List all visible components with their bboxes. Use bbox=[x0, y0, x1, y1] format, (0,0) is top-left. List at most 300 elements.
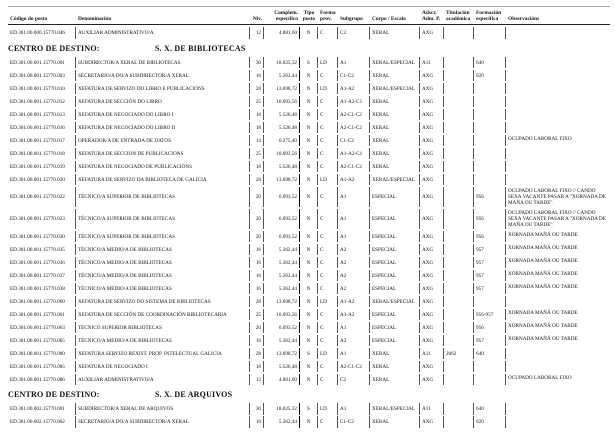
cell-corpo: XERAL/ESPECIAL bbox=[370, 57, 420, 69]
cell-formacion: 640 bbox=[474, 348, 506, 360]
cell-titulacion bbox=[444, 257, 474, 269]
cell-complem: 4.881,60 bbox=[264, 374, 300, 386]
cell-tipo: S bbox=[300, 348, 318, 360]
cell-subgrupo: C1-C2 bbox=[338, 70, 370, 82]
cell-subgrupo: A2-C1-C2 bbox=[338, 361, 370, 373]
cell-codigo: ED.301.00.001.15770.019 bbox=[8, 161, 76, 173]
cell-corpo: XERAL bbox=[370, 148, 420, 160]
cell-forma: C bbox=[318, 187, 338, 208]
cell-codigo: ED.301.00.001.15770.085 bbox=[8, 361, 76, 373]
cell-adscr: AXG bbox=[420, 187, 444, 208]
cell-denominacion: TÉCNICO/A MEDIO/A DE BIBLIOTECAS bbox=[76, 257, 250, 269]
cell-subgrupo: A2 bbox=[338, 335, 370, 347]
cell-codigo: ED.301.00.001.15770.001 bbox=[8, 57, 76, 69]
cell-niv: 28 bbox=[250, 296, 264, 308]
cell-corpo: ESPECIAL bbox=[370, 244, 420, 256]
cell-niv: 16 bbox=[250, 416, 264, 428]
cell-forma: LD bbox=[318, 83, 338, 95]
cell-corpo: ESPECIAL bbox=[370, 309, 420, 321]
cell-codigo: ED.301.00.001.15770.013 bbox=[8, 109, 76, 121]
cell-formacion bbox=[474, 148, 506, 160]
cell-tipo: N bbox=[300, 257, 318, 269]
cell-corpo: ESPECIAL bbox=[370, 231, 420, 243]
cell-titulacion bbox=[444, 187, 474, 208]
cell-formacion: 957 bbox=[474, 257, 506, 269]
cell-formacion bbox=[474, 109, 506, 121]
cell-adscr: AXG bbox=[420, 283, 444, 295]
cell-subgrupo: A1-A2 bbox=[338, 309, 370, 321]
cell-observacions: XORNADA MAÑÁ OU TARDE bbox=[508, 232, 578, 238]
cell-subgrupo: A1 bbox=[338, 57, 370, 69]
cell-corpo: XERAL bbox=[370, 135, 420, 147]
cell-adscr: AXG bbox=[420, 335, 444, 347]
cell-subgrupo: A2 bbox=[338, 257, 370, 269]
column-header-adscr: Adscr. Adm. P. bbox=[422, 10, 441, 22]
cell-corpo: ESPECIAL bbox=[370, 322, 420, 334]
cell-observacions bbox=[506, 161, 610, 173]
table-row bbox=[8, 122, 610, 134]
cell-formacion: 956 bbox=[474, 187, 506, 208]
cell-complem: 5.362,44 bbox=[264, 270, 300, 282]
cell-subgrupo: A1-A2-C1 bbox=[338, 96, 370, 108]
table-header bbox=[8, 6, 610, 25]
cell-formacion bbox=[474, 374, 506, 386]
cell-titulacion bbox=[444, 244, 474, 256]
cell-adscr: AXG bbox=[420, 231, 444, 243]
table-row bbox=[8, 283, 610, 295]
cell-titulacion bbox=[444, 309, 474, 321]
cell-codigo: ED.301.00.001.15770.016 bbox=[8, 122, 76, 134]
cell-forma: C bbox=[318, 135, 338, 147]
cell-titulacion bbox=[444, 174, 474, 186]
cell-formacion bbox=[474, 296, 506, 308]
cell-corpo: XERAL bbox=[370, 374, 420, 386]
table-row bbox=[8, 361, 610, 373]
cell-observacions bbox=[506, 57, 610, 69]
cell-titulacion bbox=[444, 403, 474, 415]
cell-subgrupo: C1-C2 bbox=[338, 135, 370, 147]
cell-niv: 20 bbox=[250, 322, 264, 334]
cell-tipo: N bbox=[300, 122, 318, 134]
cell-subgrupo: A1-A2-C1 bbox=[338, 148, 370, 160]
cell-codigo: ED.301.00.001.15770.086 bbox=[8, 374, 76, 386]
cell-corpo: XERAL bbox=[370, 109, 420, 121]
cell-niv: 16 bbox=[250, 257, 264, 269]
cell-tipo: N bbox=[300, 96, 318, 108]
cell-denominacion: XEFATURA DE NEGOCIADO DO LIBRO I bbox=[76, 109, 250, 121]
cell-denominacion: TÉCNICO/A MEDIO/A DE BIBLIOTECAS bbox=[76, 270, 250, 282]
cell-titulacion bbox=[444, 335, 474, 347]
cell-complem: 6.275,40 bbox=[264, 135, 300, 147]
cell-forma: C bbox=[318, 283, 338, 295]
cell-subgrupo: A1-A2 bbox=[338, 174, 370, 186]
cell-forma: C bbox=[318, 231, 338, 243]
cell-corpo: ESPECIAL bbox=[370, 270, 420, 282]
cell-tipo: N bbox=[300, 27, 318, 39]
cell-corpo: ESPECIAL bbox=[370, 257, 420, 269]
cell-observacions bbox=[506, 361, 610, 373]
cell-adscr: AXG bbox=[420, 244, 444, 256]
table-row bbox=[8, 374, 610, 386]
cell-niv: 25 bbox=[250, 148, 264, 160]
cell-formacion bbox=[474, 174, 506, 186]
cell-niv: 20 bbox=[250, 231, 264, 243]
cell-corpo: ESPECIAL bbox=[370, 209, 420, 230]
cell-complem: 13.698,72 bbox=[264, 348, 300, 360]
cell-niv: 28 bbox=[250, 83, 264, 95]
cell-niv: 18 bbox=[250, 122, 264, 134]
section-header-label: CENTRO DE DESTINO: bbox=[8, 43, 100, 53]
cell-titulacion bbox=[444, 374, 474, 386]
cell-codigo: ED.301.00.001.15770.036 bbox=[8, 257, 76, 269]
cell-denominacion: TÉCNICO/A MEDIO/A DE BIBLIOTECAS bbox=[76, 283, 250, 295]
column-header-niv: Niv. bbox=[252, 16, 262, 22]
cell-corpo: ESPECIAL bbox=[370, 283, 420, 295]
cell-observacions bbox=[506, 70, 610, 82]
cell-niv: 12 bbox=[250, 374, 264, 386]
cell-denominacion: XEFATURA DE NEGOCIADO DE PUBLICACIÓNS bbox=[76, 161, 250, 173]
cell-denominacion: SECRETARIO/A DO/A SUBDIRECTOR/A XERAL bbox=[76, 70, 250, 82]
cell-complem: 18.025,32 bbox=[264, 57, 300, 69]
cell-complem: 5.362,44 bbox=[264, 257, 300, 269]
table-row bbox=[8, 257, 610, 269]
cell-formacion: 956 bbox=[474, 231, 506, 243]
cell-observacions: OCUPADO LABORAL FIXO bbox=[508, 375, 572, 381]
cell-forma: C bbox=[318, 270, 338, 282]
cell-titulacion bbox=[444, 161, 474, 173]
cell-codigo: ED.301.00.002.15770.001 bbox=[8, 403, 76, 415]
table-row bbox=[8, 148, 610, 160]
table-row bbox=[8, 348, 610, 360]
column-header-complem: Complem. específico bbox=[274, 10, 298, 22]
cell-adscr: AXG bbox=[420, 309, 444, 321]
cell-subgrupo: A1 bbox=[338, 231, 370, 243]
cell-tipo: N bbox=[300, 161, 318, 173]
cell-corpo: ESPECIAL bbox=[370, 187, 420, 208]
table-row bbox=[8, 83, 610, 95]
cell-denominacion: SECRETARIO/A DO/A SUBDIRECTOR/A XERAL bbox=[76, 416, 250, 428]
cell-forma: LD bbox=[318, 296, 338, 308]
cell-complem: 6.093,52 bbox=[264, 187, 300, 208]
cell-codigo: ED.301.00.001.15770.060 bbox=[8, 296, 76, 308]
cell-tipo: N bbox=[300, 244, 318, 256]
cell-forma: C bbox=[318, 148, 338, 160]
cell-forma: C bbox=[318, 209, 338, 230]
cell-tipo: S bbox=[300, 403, 318, 415]
cell-formacion: 020 bbox=[474, 70, 506, 82]
cell-formacion: 957 bbox=[474, 244, 506, 256]
cell-complem: 5.526,48 bbox=[264, 122, 300, 134]
cell-tipo: N bbox=[300, 270, 318, 282]
cell-formacion: 956 bbox=[474, 322, 506, 334]
cell-titulacion bbox=[444, 122, 474, 134]
table-row bbox=[8, 244, 610, 256]
cell-subgrupo: A2-C1-C2 bbox=[338, 161, 370, 173]
cell-codigo: ED.301.00.001.15770.012 bbox=[8, 96, 76, 108]
cell-formacion bbox=[474, 161, 506, 173]
cell-titulacion bbox=[444, 361, 474, 373]
cell-adscr: AXG bbox=[420, 174, 444, 186]
cell-subgrupo: A1 bbox=[338, 403, 370, 415]
cell-formacion bbox=[474, 361, 506, 373]
cell-codigo: ED.301.00.001.15770.038 bbox=[8, 283, 76, 295]
cell-complem: 6.093,52 bbox=[264, 209, 300, 230]
cell-complem: 5.362,44 bbox=[264, 416, 300, 428]
cell-codigo: ED.301.00.001.15770.030 bbox=[8, 231, 76, 243]
cell-adscr: AXG bbox=[420, 257, 444, 269]
section-header bbox=[8, 390, 610, 399]
cell-subgrupo: A1 bbox=[338, 209, 370, 230]
cell-subgrupo: A2 bbox=[338, 283, 370, 295]
cell-tipo: N bbox=[300, 309, 318, 321]
cell-titulacion bbox=[444, 57, 474, 69]
cell-forma: LD bbox=[318, 348, 338, 360]
table-row bbox=[8, 335, 610, 347]
cell-forma: LD bbox=[318, 174, 338, 186]
cell-corpo: XERAL/ESPECIAL bbox=[370, 83, 420, 95]
cell-observacions bbox=[506, 122, 610, 134]
cell-denominacion: XEFATURA DE SERVIZO DO LIBRO E PUBLICACIONS bbox=[76, 83, 250, 95]
column-header-formacion: Formación específica bbox=[476, 10, 502, 22]
cell-denominacion: XEFATURA DE SERVIZO DO SISTEMA DE BIBLIOTECAS bbox=[76, 296, 250, 308]
cell-denominacion: TÉCNICO/A SUPERIOR DE BIBLIOTECAS bbox=[76, 231, 250, 243]
cell-observacions: XORNADA MAÑÁ OU TARDE bbox=[508, 310, 578, 316]
cell-corpo: XERAL/ESPECIAL bbox=[370, 174, 420, 186]
cell-niv: 18 bbox=[250, 109, 264, 121]
cell-denominacion: AUXILIAR ADMINISTRATIVO/A bbox=[76, 374, 250, 386]
cell-forma: C bbox=[318, 122, 338, 134]
cell-subgrupo: A1-A2 bbox=[338, 296, 370, 308]
cell-forma: C bbox=[318, 374, 338, 386]
cell-titulacion bbox=[444, 135, 474, 147]
section-header-label: CENTRO DE DESTINO: bbox=[8, 390, 100, 399]
cell-complem: 18.025,32 bbox=[264, 403, 300, 415]
cell-complem: 6.093,52 bbox=[264, 231, 300, 243]
cell-tipo: N bbox=[300, 231, 318, 243]
cell-codigo: ED.301.00.001.15770.018 bbox=[8, 148, 76, 160]
cell-adscr: AXG bbox=[420, 416, 444, 428]
column-header-denominacion: Denominación bbox=[78, 16, 112, 22]
cell-tipo: N bbox=[300, 83, 318, 95]
cell-denominacion: XEFATURA DE SECCION DE PUBLICACIONS bbox=[76, 148, 250, 160]
cell-tipo: N bbox=[300, 187, 318, 208]
cell-adscr: AXG bbox=[420, 322, 444, 334]
cell-complem: 10.093,56 bbox=[264, 148, 300, 160]
cell-tipo: N bbox=[300, 296, 318, 308]
cell-observacions bbox=[506, 96, 610, 108]
cell-denominacion: TÉCNICO/A SUPERIOR DE BIBLIOTECAS bbox=[76, 187, 250, 208]
cell-subgrupo: C2 bbox=[338, 27, 370, 39]
cell-subgrupo: A2-C1-C2 bbox=[338, 122, 370, 134]
cell-titulacion: 2062 bbox=[444, 348, 474, 360]
table-body bbox=[8, 27, 610, 428]
cell-titulacion bbox=[444, 209, 474, 230]
cell-titulacion bbox=[444, 109, 474, 121]
cell-forma: C bbox=[318, 161, 338, 173]
cell-niv: 16 bbox=[250, 335, 264, 347]
cell-complem: 5.526,48 bbox=[264, 361, 300, 373]
column-header-tipo: Tipo posto bbox=[302, 10, 316, 22]
cell-tipo: N bbox=[300, 70, 318, 82]
cell-subgrupo: A1 bbox=[338, 348, 370, 360]
cell-corpo: XERAL bbox=[370, 70, 420, 82]
cell-formacion bbox=[474, 96, 506, 108]
table-row bbox=[8, 57, 610, 69]
table-row bbox=[8, 309, 610, 321]
cell-niv: 28 bbox=[250, 348, 264, 360]
cell-adscr: AXG bbox=[420, 135, 444, 147]
cell-forma: LD bbox=[318, 403, 338, 415]
section-header bbox=[8, 44, 610, 53]
cell-niv: 14 bbox=[250, 135, 264, 147]
cell-denominacion: SUBDIRECTOR/A XERAL DE BIBLIOTECAS bbox=[76, 57, 250, 69]
cell-codigo: ED.301.00.001.15770.017 bbox=[8, 135, 76, 147]
table-row bbox=[8, 296, 610, 308]
cell-corpo: XERAL bbox=[370, 161, 420, 173]
table-row bbox=[8, 209, 610, 230]
table-row bbox=[8, 416, 610, 428]
cell-niv: 16 bbox=[250, 70, 264, 82]
cell-subgrupo: A2 bbox=[338, 270, 370, 282]
cell-forma: C bbox=[318, 361, 338, 373]
cell-codigo: ED.301.00.001.15770.035 bbox=[8, 244, 76, 256]
cell-observacions bbox=[506, 403, 610, 415]
cell-observacions: OCUPADO LABORAL FIXO bbox=[508, 136, 572, 142]
cell-denominacion: AUXILIAR ADMINISTRATIVO/A bbox=[76, 27, 250, 39]
cell-codigo: ED.301.00.000.15770.046 bbox=[8, 27, 76, 39]
cell-titulacion bbox=[444, 83, 474, 95]
cell-observacions: XORNADA MAÑÁ OU TARDE bbox=[508, 323, 578, 329]
cell-niv: 16 bbox=[250, 270, 264, 282]
cell-complem: 13.698,72 bbox=[264, 83, 300, 95]
cell-niv: 16 bbox=[250, 283, 264, 295]
column-header-codigo: Código do posto bbox=[10, 16, 48, 22]
cell-adscr: AXG bbox=[420, 109, 444, 121]
cell-observacions bbox=[506, 83, 610, 95]
cell-adscr: AXG bbox=[420, 96, 444, 108]
cell-codigo: ED.301.00.001.15770.080 bbox=[8, 348, 76, 360]
cell-niv: 25 bbox=[250, 309, 264, 321]
cell-corpo: XERAL/ESPECIAL bbox=[370, 296, 420, 308]
cell-adscr: A11 bbox=[420, 403, 444, 415]
cell-observacions: XORNADA MAÑÁ OU TARDE bbox=[508, 336, 578, 342]
column-header-observacions: Observacións bbox=[508, 16, 540, 22]
cell-codigo: ED.301.00.001.15770.037 bbox=[8, 270, 76, 282]
cell-titulacion bbox=[444, 148, 474, 160]
cell-denominacion: TÉCNICO/A MEDIO/A DE BIBLIOTECAS bbox=[76, 335, 250, 347]
cell-tipo: N bbox=[300, 209, 318, 230]
table-row bbox=[8, 70, 610, 82]
cell-tipo: N bbox=[300, 361, 318, 373]
table-row bbox=[8, 174, 610, 186]
cell-corpo: ESPECIAL bbox=[370, 335, 420, 347]
cell-subgrupo: C2 bbox=[338, 374, 370, 386]
cell-adscr: AXG bbox=[420, 27, 444, 39]
cell-denominacion: XEFATURA DE SECCIÓN DE COORDINACIÓN BIBLIOTECARIA bbox=[76, 309, 250, 321]
cell-titulacion bbox=[444, 283, 474, 295]
cell-corpo: XERAL bbox=[370, 416, 420, 428]
cell-codigo: ED.301.00.002.15770.002 bbox=[8, 416, 76, 428]
cell-corpo: XERAL bbox=[370, 361, 420, 373]
cell-formacion bbox=[474, 135, 506, 147]
cell-observacions: XORNADA MAÑÁ OU TARDE bbox=[508, 284, 578, 290]
cell-adscr: A11 bbox=[420, 348, 444, 360]
cell-observacions bbox=[506, 416, 610, 428]
table-row bbox=[8, 403, 610, 415]
cell-corpo: XERAL bbox=[370, 348, 420, 360]
cell-complem: 10.093,56 bbox=[264, 96, 300, 108]
cell-denominacion: XEFATURA DE SECCIÓN DO LIBRO bbox=[76, 96, 250, 108]
cell-forma: C bbox=[318, 257, 338, 269]
cell-observacions bbox=[506, 296, 610, 308]
cell-codigo: ED.301.00.001.15770.003 bbox=[8, 70, 76, 82]
cell-titulacion bbox=[444, 322, 474, 334]
cell-complem: 5.362,44 bbox=[264, 283, 300, 295]
cell-complem: 13.698,72 bbox=[264, 174, 300, 186]
table-row bbox=[8, 231, 610, 243]
cell-formacion: 956-957 bbox=[474, 309, 506, 321]
cell-titulacion bbox=[444, 416, 474, 428]
table-row bbox=[8, 27, 610, 39]
table-row bbox=[8, 135, 610, 147]
cell-adscr: AXG bbox=[420, 296, 444, 308]
cell-forma: C bbox=[318, 96, 338, 108]
cell-observacions bbox=[506, 148, 610, 160]
cell-observacions: XORNADA MAÑÁ OU TARDE bbox=[508, 271, 578, 277]
cell-niv: 16 bbox=[250, 244, 264, 256]
cell-adscr: AXG bbox=[420, 122, 444, 134]
cell-codigo: ED.301.00.001.15770.023 bbox=[8, 209, 76, 230]
cell-tipo: N bbox=[300, 174, 318, 186]
cell-tipo: N bbox=[300, 374, 318, 386]
cell-adscr: AXG bbox=[420, 374, 444, 386]
cell-tipo: N bbox=[300, 416, 318, 428]
cell-formacion: 957 bbox=[474, 270, 506, 282]
cell-denominacion: TÉCNICO/A SUPERIOR DE BIBLIOTECAS bbox=[76, 209, 250, 230]
cell-tipo: N bbox=[300, 109, 318, 121]
cell-subgrupo: A2 bbox=[338, 244, 370, 256]
cell-subgrupo: A1 bbox=[338, 322, 370, 334]
cell-codigo: ED.301.00.001.15770.065 bbox=[8, 335, 76, 347]
cell-codigo: ED.301.00.001.15770.010 bbox=[8, 83, 76, 95]
cell-tipo: N bbox=[300, 148, 318, 160]
cell-adscr: AXG bbox=[420, 148, 444, 160]
cell-niv: 18 bbox=[250, 161, 264, 173]
cell-niv: 30 bbox=[250, 403, 264, 415]
table-row bbox=[8, 109, 610, 121]
cell-titulacion bbox=[444, 231, 474, 243]
cell-adscr: A11 bbox=[420, 57, 444, 69]
cell-formacion: 957 bbox=[474, 283, 506, 295]
cell-formacion bbox=[474, 122, 506, 134]
table-row bbox=[8, 161, 610, 173]
cell-corpo: XERAL bbox=[370, 27, 420, 39]
cell-titulacion bbox=[444, 27, 474, 39]
cell-tipo: N bbox=[300, 283, 318, 295]
cell-subgrupo: A1-A2 bbox=[338, 83, 370, 95]
cell-denominacion: SUBDIRECTOR/A XERAL DE ARQUIVOS bbox=[76, 403, 250, 415]
cell-corpo: XERAL/ESPECIAL bbox=[370, 403, 420, 415]
cell-niv: 25 bbox=[250, 96, 264, 108]
cell-formacion: 956 bbox=[474, 209, 506, 230]
cell-denominacion: TÉCNICO/A MEDIO/A DE BIBLIOTECAS bbox=[76, 244, 250, 256]
cell-formacion: 640 bbox=[474, 57, 506, 69]
cell-tipo: N bbox=[300, 335, 318, 347]
column-header-forma: Forma prov. bbox=[320, 10, 336, 22]
cell-observacions: XORNADA MAÑÁ OU TARDE bbox=[508, 245, 578, 251]
cell-complem: 5.362,44 bbox=[264, 335, 300, 347]
cell-denominacion: OPERADOR/A DE ENTRADA DE DATOS bbox=[76, 135, 250, 147]
